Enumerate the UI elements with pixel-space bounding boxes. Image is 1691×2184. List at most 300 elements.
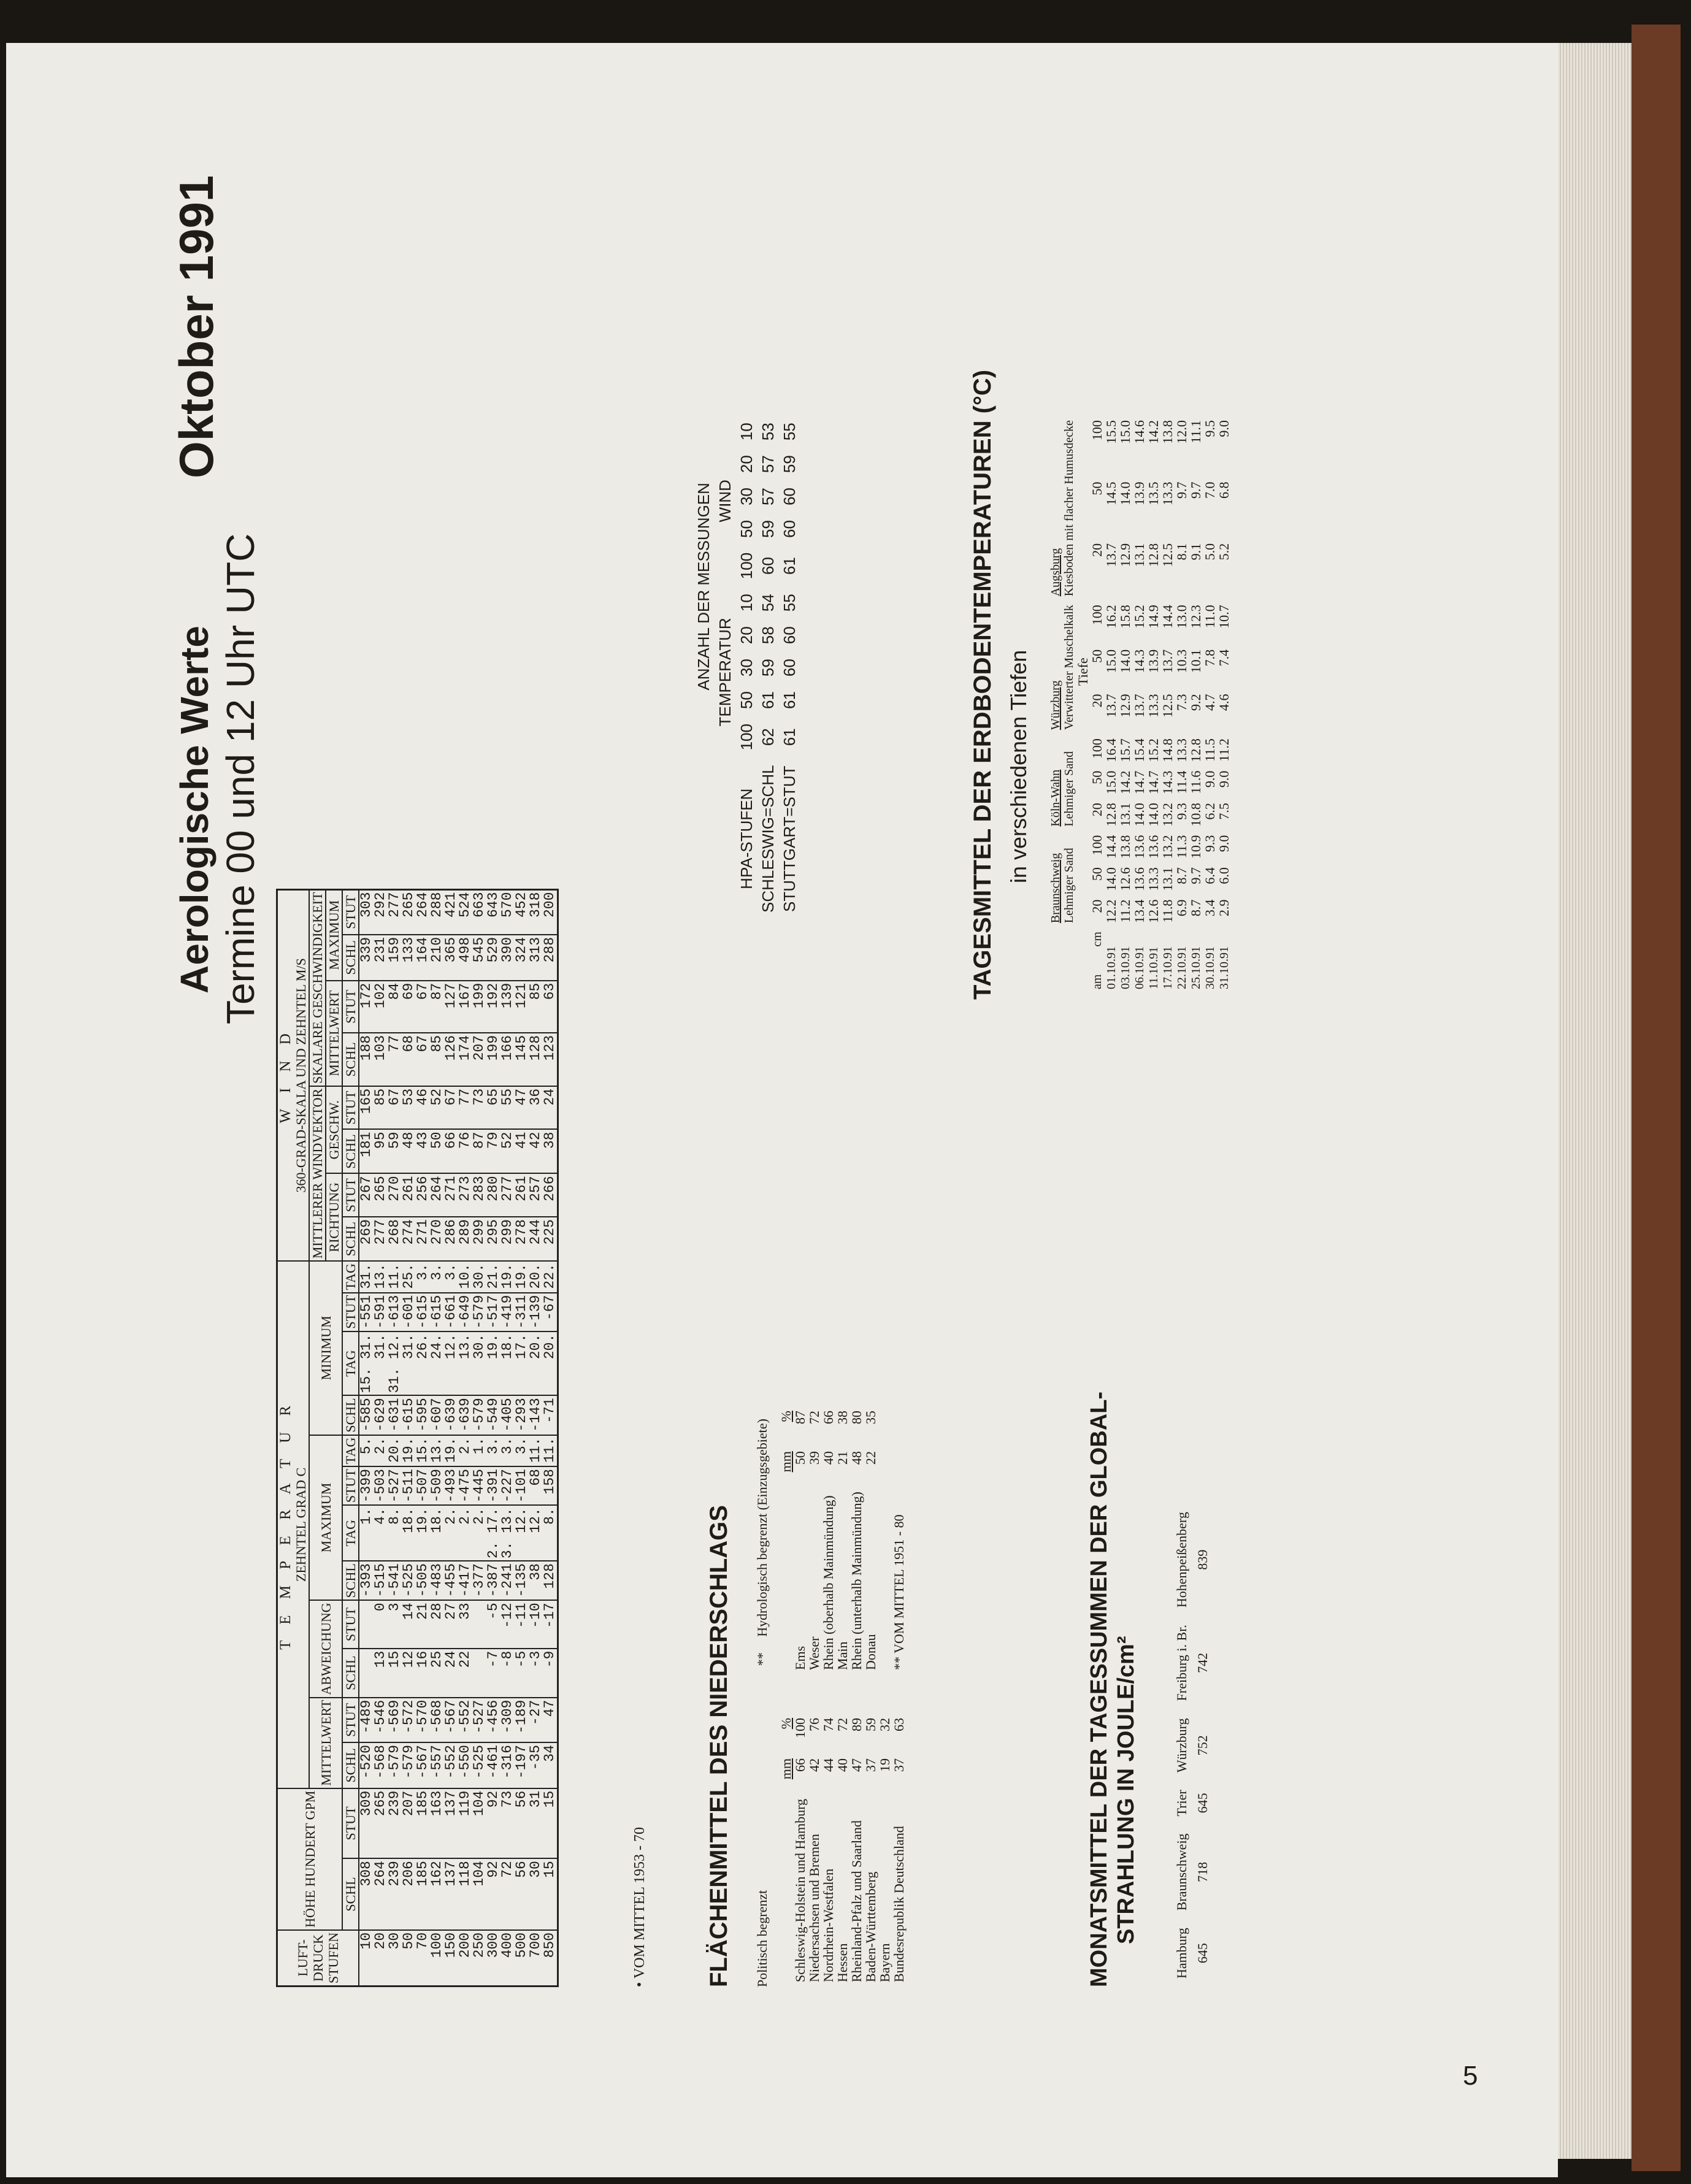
aero-cell: -417: [458, 1561, 472, 1600]
aero-cell: 2.: [444, 1505, 458, 1561]
soil-value: 9.3: [1202, 835, 1217, 853]
soil-value: 14.2: [1146, 420, 1161, 444]
aero-cell: 30.: [472, 1331, 486, 1396]
page-subtitle: Termine 00 und 12 Uhr UTC: [218, 533, 263, 1024]
aero-cell: 265: [374, 1788, 388, 1858]
soil-value: 10.9: [1188, 835, 1203, 859]
aero-cell: 452: [515, 889, 529, 935]
aero-cell: -517: [486, 1293, 500, 1331]
aero-cell: 164: [416, 935, 430, 981]
aero-cell: 73: [500, 1788, 515, 1858]
subheader-col-4: SCHL: [342, 1649, 359, 1698]
aero-cell: 308: [359, 1858, 374, 1930]
soil-value: 11.2: [1216, 738, 1232, 762]
aero-cell: 27: [444, 1600, 458, 1648]
header-richtung: RICHTUNG: [326, 1173, 342, 1261]
aero-cell: 36: [529, 1086, 543, 1130]
precip-basin: Weser: [807, 1636, 822, 1670]
aero-cell: 67: [444, 1086, 458, 1130]
soil-value: 9.7: [1188, 481, 1203, 499]
soil-value: 15.0: [1118, 420, 1133, 444]
aero-cell: 11.: [388, 1261, 402, 1292]
soil-row: [1217, 416, 1231, 994]
book-cover: [1632, 25, 1681, 2171]
precip-pct: 74: [821, 1717, 836, 1731]
aero-cell: 56: [515, 1788, 529, 1858]
aero-cell: 16: [416, 1649, 430, 1698]
aero-cell: 545: [472, 935, 486, 981]
aero-cell: 299: [472, 1217, 486, 1261]
aero-cell: 264: [430, 1173, 444, 1217]
header-maximum-wind: MAXIMUM: [326, 889, 342, 981]
aero-cell: 199: [472, 981, 486, 1033]
subheader-col-13: TAG: [342, 1261, 359, 1292]
subheader-col-9: TAG: [342, 1435, 359, 1466]
header-wind-label: W I N D: [277, 1027, 294, 1124]
soil-am-cm: [1090, 927, 1104, 994]
aero-cell: -17: [543, 1600, 558, 1648]
soil-row: [1146, 416, 1160, 994]
soil-depth: 50: [1089, 481, 1105, 496]
aero-cell: 92: [486, 1858, 500, 1930]
counts-value: 60: [780, 520, 799, 538]
subheader-col-6: SCHL: [342, 1561, 359, 1600]
subheader-col-1: STUT: [342, 1788, 359, 1858]
soil-value: 16.4: [1103, 738, 1119, 762]
soil-value: 15.8: [1118, 605, 1133, 629]
aero-cell: 271: [444, 1173, 458, 1217]
aero-cell: 643: [486, 889, 500, 935]
precip-basin-mm: [892, 1446, 906, 1487]
aero-cell: 3.: [444, 1261, 458, 1292]
aero-cell: -27: [529, 1698, 543, 1742]
counts-level-wind: 100: [737, 552, 756, 580]
precip-basin-mm: [878, 1446, 892, 1487]
aero-cell: 15: [543, 1788, 558, 1858]
aero-cell: 2.: [458, 1505, 472, 1561]
header-mittelwert: MITTELWERT: [309, 1698, 342, 1788]
aero-cell: 390: [500, 935, 515, 981]
aero-cell: 292: [374, 889, 388, 935]
precip-mm-unit: mm: [778, 1758, 794, 1780]
precip-pct-marker: **: [754, 1652, 770, 1666]
soil-value: 7.5: [1216, 803, 1232, 820]
precip-row: [878, 1406, 892, 1987]
soil-value: 13.6: [1132, 867, 1147, 891]
aero-cell: 69: [402, 981, 416, 1033]
aero-cell: 59: [388, 1129, 402, 1173]
aero-cell: 264: [416, 889, 430, 935]
aero-cell: 256: [416, 1173, 430, 1217]
aero-cell: 289: [458, 1217, 472, 1261]
precip-region: Nordrhein-Westfalen: [821, 1868, 836, 1982]
aero-cell: 30: [529, 1858, 543, 1930]
precip-table: [779, 1406, 906, 1987]
aero-cell: -11: [515, 1600, 529, 1648]
counts-hpa-label: HPA-STUFEN: [737, 788, 756, 889]
soil-value: 14.0: [1103, 867, 1119, 891]
global-value: 645: [1195, 1943, 1210, 1964]
soil-value: 13.9: [1146, 649, 1161, 673]
soil-value: 11.8: [1160, 899, 1175, 923]
soil-value: 10.1: [1188, 649, 1203, 673]
aero-cell: 365: [444, 935, 458, 981]
aero-cell: -316: [500, 1742, 515, 1788]
aero-cell: -615: [402, 1395, 416, 1435]
soil-value: 4.6: [1216, 694, 1232, 711]
soil-value: 12.2: [1103, 899, 1119, 924]
aero-cell: -3: [529, 1649, 543, 1698]
aero-cell: 250: [472, 1930, 486, 1987]
soil-value: 12.8: [1188, 738, 1203, 762]
counts-value: 57: [759, 455, 777, 473]
global-value: 645: [1195, 1793, 1210, 1814]
aero-cell: -456: [486, 1698, 500, 1742]
header-minimum: MINIMUM: [309, 1261, 342, 1435]
global-values-row: [1192, 1503, 1213, 1987]
global-value: 718: [1195, 1861, 1210, 1882]
aero-cell: 19.: [515, 1261, 529, 1292]
soil-value: 13.5: [1146, 481, 1161, 506]
aero-cell: 41: [515, 1129, 529, 1173]
aero-cell: 303: [359, 889, 374, 935]
aero-cell: 55: [500, 1086, 515, 1130]
global-radiation-title: [1086, 1392, 1140, 1987]
soil-station-soil: Kiesboden mit flacher Humusdecke: [1062, 420, 1076, 597]
aero-cell: 12.: [515, 1505, 529, 1561]
aero-cell: -419: [500, 1293, 515, 1331]
counts-value: 57: [759, 488, 777, 506]
soil-value: 14.5: [1103, 481, 1119, 506]
aero-cell: 174: [458, 1033, 472, 1086]
header-abweichung: ABWEICHUNG: [309, 1600, 342, 1697]
aero-cell: 277: [388, 889, 402, 935]
soil-value: 12.6: [1118, 867, 1133, 891]
precip-region: Niedersachsen und Bremen: [807, 1834, 822, 1982]
soil-date: 22.10.91: [1175, 946, 1189, 989]
aero-cell: 274: [402, 1217, 416, 1261]
aero-cell: 225: [543, 1217, 558, 1261]
aero-cell: 70: [416, 1930, 430, 1987]
aero-cell: 163: [430, 1788, 444, 1858]
aero-cell: 18.: [430, 1505, 444, 1561]
measurement-count-table: [693, 415, 800, 920]
aero-cell: -552: [444, 1742, 458, 1788]
aero-cell: 1.: [472, 1435, 486, 1466]
aero-cell: 529: [486, 935, 500, 981]
aero-cell: 270: [430, 1217, 444, 1261]
precip-basin-mm: 50: [792, 1451, 808, 1465]
soil-row: [1104, 416, 1118, 994]
soil-depth: 20: [1089, 803, 1105, 817]
aero-cell: 185: [416, 1788, 430, 1858]
aero-cell: 265: [402, 889, 416, 935]
soil-value: 14.9: [1146, 605, 1161, 629]
aero-cell: -475: [458, 1466, 472, 1505]
aero-cell: 19.: [486, 1331, 500, 1396]
subheader-col-10: SCHL: [342, 1395, 359, 1435]
aero-cell: 200: [543, 889, 558, 935]
subheader-col-11: TAG: [342, 1331, 359, 1396]
soil-value: 13.8: [1160, 420, 1175, 444]
aero-cell: -649: [458, 1293, 472, 1331]
aero-cell: 126: [444, 1033, 458, 1086]
aero-cell: 2.: [458, 1435, 472, 1466]
subheader-col-19: STUT: [342, 981, 359, 1033]
soil-value: 13.7: [1103, 543, 1119, 567]
soil-value: 13.3: [1174, 738, 1189, 762]
aero-cell: 700: [529, 1930, 543, 1987]
aero-cell: 104: [472, 1858, 486, 1930]
aero-cell: 47: [543, 1698, 558, 1742]
aero-cell: 158: [543, 1466, 558, 1505]
aero-cell: -509: [430, 1466, 444, 1505]
aero-cell: 3: [388, 1600, 402, 1648]
soil-value: 7.3: [1174, 694, 1189, 711]
soil-value: 14.0: [1146, 803, 1161, 827]
aero-cell: 266: [543, 1173, 558, 1217]
subheader-col-12: STUT: [342, 1293, 359, 1331]
aero-cell: 72: [500, 1858, 515, 1930]
soil-date: 03.10.91: [1118, 946, 1132, 989]
aero-cell: -241: [500, 1561, 515, 1600]
soil-value: 9.1: [1188, 543, 1203, 561]
counts-stut-row: [779, 415, 800, 920]
precip-headers: [754, 1419, 770, 1987]
aero-cell: 52: [430, 1086, 444, 1130]
precip-row: [892, 1406, 906, 1987]
aero-cell: 85: [430, 1033, 444, 1086]
soil-cm-label: cm: [1090, 932, 1104, 947]
subheader-col-5: STUT: [342, 1600, 359, 1648]
global-title-line2: STRAHLUNG IN JOULE/cm²: [1113, 1636, 1139, 1944]
global-station: Würzburg: [1174, 1718, 1189, 1773]
counts-value: 60: [780, 659, 799, 677]
header-geschw: GESCHW.: [326, 1086, 342, 1174]
aero-cell: -511: [402, 1466, 416, 1505]
aero-cell: -629: [374, 1395, 388, 1435]
aero-cell: -135: [515, 1561, 529, 1600]
precip-right-header: Hydrologisch begrenzt (Einzugsgebiete): [754, 1419, 770, 1637]
counts-level-temp: 50: [737, 691, 756, 710]
aero-cell: -493: [444, 1466, 458, 1505]
global-value: 742: [1195, 1652, 1210, 1673]
aero-row: [472, 889, 486, 1986]
aero-cell: 318: [529, 889, 543, 935]
soil-value: 13.3: [1146, 867, 1161, 891]
aero-cell: 128: [529, 1033, 543, 1086]
subheader-col-21: STUT: [342, 889, 359, 935]
aero-cell: -615: [430, 1293, 444, 1331]
soil-value: 14.3: [1132, 649, 1147, 673]
counts-value: 59: [759, 520, 777, 538]
soil-value: 6.0: [1216, 867, 1232, 884]
aero-cell: -551: [359, 1293, 374, 1331]
aero-cell: 38: [529, 1561, 543, 1600]
aero-cell: -503: [374, 1466, 388, 1505]
aero-cell: 261: [402, 1173, 416, 1217]
aero-cell: -572: [402, 1698, 416, 1742]
soil-station-name: Köln-Wahn: [1049, 769, 1062, 827]
aero-cell: 31: [529, 1788, 543, 1858]
soil-temp-title: TAGESMITTEL DER ERDBODENTEMPERATUREN (°C): [969, 369, 996, 1000]
precip-bpct-unit: %: [778, 1411, 794, 1422]
aero-cell: 288: [430, 889, 444, 935]
aero-cell: -405: [500, 1395, 515, 1435]
global-radiation-table: [1171, 1503, 1213, 1987]
aero-cell: -550: [458, 1742, 472, 1788]
aero-cell: 31.: [374, 1331, 388, 1396]
soil-value: 14.8: [1160, 738, 1175, 762]
soil-value: 15.7: [1118, 738, 1133, 762]
aero-cell: 324: [515, 935, 529, 981]
aero-cell: 3.: [515, 1435, 529, 1466]
subheader-col-17: STUT: [342, 1086, 359, 1130]
soil-value: 12.3: [1188, 605, 1203, 629]
counts-stut-label: STUTTGART=STUT: [780, 765, 799, 913]
aero-cell: 11.: [529, 1435, 543, 1466]
counts-schl-label: SCHLESWIG=SCHL: [759, 765, 777, 913]
soil-value: 12.5: [1160, 694, 1175, 718]
soil-depth: 50: [1089, 770, 1105, 784]
footnote-mittel: • VOM MITTEL 1953 - 70: [632, 1826, 648, 1987]
aero-cell: 421: [444, 889, 458, 935]
aero-cell: 4.: [374, 1505, 388, 1561]
aero-cell: 300: [486, 1930, 500, 1987]
counts-heading: ANZAHL DER MESSUNGEN: [694, 483, 713, 691]
soil-depth: 20: [1089, 899, 1105, 913]
aero-cell: 24: [444, 1649, 458, 1698]
aero-cell: -607: [430, 1395, 444, 1435]
aero-cell: -505: [416, 1561, 430, 1600]
aero-cell: 46: [416, 1086, 430, 1130]
global-value: 752: [1195, 1735, 1210, 1756]
aero-cell: 21.: [486, 1261, 500, 1292]
header-temperatur: [277, 1261, 310, 1788]
soil-station: [1049, 831, 1076, 928]
aero-cell: 3.: [500, 1435, 515, 1466]
header-luftdruck: LUFT- DRUCK STUFEN: [277, 1930, 359, 1987]
aero-cell: -377: [472, 1561, 486, 1600]
aero-cell: 207: [472, 1033, 486, 1086]
counts-value: 59: [759, 659, 777, 677]
aero-cell: 339: [359, 935, 374, 981]
soil-depth: 100: [1089, 835, 1105, 856]
aero-cell: 25: [430, 1649, 444, 1698]
aero-cell: 264: [374, 1858, 388, 1930]
soil-date: 17.10.91: [1160, 946, 1175, 989]
aero-cell: -139: [529, 1293, 543, 1331]
soil-value: 13.2: [1160, 803, 1175, 827]
aero-cell: 139: [500, 981, 515, 1033]
soil-value: 14.0: [1132, 803, 1147, 827]
aero-cell: 15: [388, 1649, 402, 1698]
soil-value: 15.0: [1103, 770, 1119, 795]
aero-cell: 68: [402, 1033, 416, 1086]
aero-cell: 210: [430, 935, 444, 981]
aero-cell: 2. 17.: [486, 1505, 500, 1561]
soil-stations-row: [1049, 416, 1076, 994]
aerological-table: [276, 889, 559, 1987]
aero-subheader-row: [342, 889, 359, 1986]
soil-value: 12.8: [1146, 543, 1161, 567]
aero-cell: 10.: [458, 1261, 472, 1292]
precip-pct: 63: [891, 1717, 907, 1731]
aero-cell: -197: [515, 1742, 529, 1788]
aero-cell: 2.: [472, 1505, 486, 1561]
aero-cell: 181: [359, 1129, 374, 1173]
precip-basin-pct: 35: [863, 1411, 878, 1425]
aero-cell: 239: [388, 1858, 402, 1930]
aero-cell: 1.: [359, 1505, 374, 1561]
counts-value: 58: [759, 626, 777, 645]
aero-cell: 200: [458, 1930, 472, 1987]
precip-basin: Main: [835, 1641, 850, 1670]
precip-region: Schleswig-Holstein und Hamburg: [792, 1798, 808, 1982]
soil-value: 10.7: [1216, 605, 1232, 629]
precip-basin: Donau: [863, 1634, 878, 1670]
counts-level-temp: 20: [737, 626, 756, 645]
aero-cell: -10: [529, 1600, 543, 1648]
measurement-count-block: [693, 415, 800, 920]
soil-depths-row: [1090, 416, 1104, 994]
aero-cell: 137: [444, 1858, 458, 1930]
soil-value: 10.8: [1188, 803, 1203, 827]
subheader-col-2: SCHL: [342, 1742, 359, 1788]
aero-cell: 42: [529, 1129, 543, 1173]
aero-cell: 231: [374, 935, 388, 981]
aero-cell: -7: [486, 1649, 500, 1698]
aero-cell: 8.: [388, 1505, 402, 1561]
precip-basin: ** VOM MITTEL 1951 - 80: [891, 1514, 907, 1670]
header-hoehe: HÖHE HUNDERT GPM: [277, 1788, 343, 1930]
aero-cell: 0: [374, 1600, 388, 1648]
precip-basin: [878, 1487, 892, 1713]
soil-value: 15.5: [1103, 420, 1119, 444]
precip-mm: 40: [835, 1758, 850, 1772]
soil-station: [1049, 600, 1076, 734]
soil-value: 15.0: [1103, 649, 1119, 673]
counts-value: 61: [780, 691, 799, 710]
aero-cell: 166: [500, 1033, 515, 1086]
header-skalare: SKALARE GESCHWINDIGKEIT: [309, 889, 326, 1086]
counts-value: 60: [780, 626, 799, 645]
aero-cell: 244: [529, 1217, 543, 1261]
subheader-col-18: SCHL: [342, 1033, 359, 1086]
aero-cell: 92: [486, 1788, 500, 1858]
counts-wind-label: WIND: [716, 480, 734, 523]
aero-cell: 48: [402, 1129, 416, 1173]
soil-value: 7.0: [1202, 481, 1217, 499]
aero-cell: 31.: [402, 1331, 416, 1396]
aero-cell: 31.: [359, 1261, 374, 1292]
soil-date: 31.10.91: [1217, 946, 1231, 989]
global-value: 839: [1195, 1549, 1210, 1570]
precip-row: [793, 1406, 807, 1987]
aero-cell: 76: [458, 1129, 472, 1173]
aero-cell: 288: [543, 935, 558, 981]
soil-value: 13.1: [1160, 867, 1175, 891]
soil-value: 14.4: [1103, 835, 1119, 859]
aero-cell: 50: [402, 1930, 416, 1987]
aero-cell: 199: [486, 1033, 500, 1086]
soil-value: 13.9: [1132, 481, 1147, 506]
aero-cell: -579: [472, 1293, 486, 1331]
soil-date: 25.10.91: [1189, 946, 1203, 989]
aero-cell: 104: [472, 1788, 486, 1858]
aero-cell: 17.: [515, 1331, 529, 1396]
aero-cell: 3.: [486, 1435, 500, 1466]
